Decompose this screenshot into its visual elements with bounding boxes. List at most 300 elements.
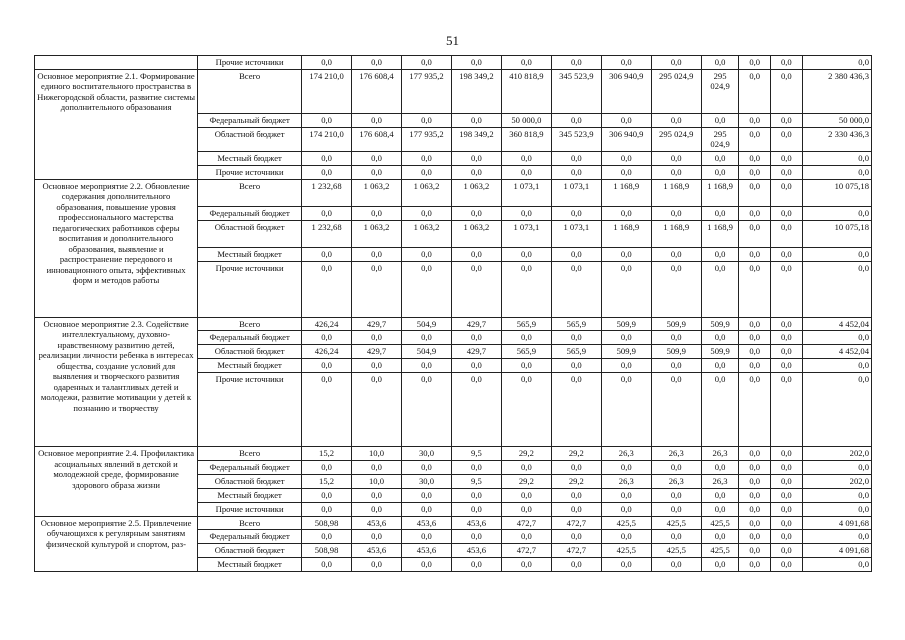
- value-cell: 0,0: [451, 488, 501, 502]
- value-cell: 0,0: [701, 247, 739, 261]
- funding-source: Федеральный бюджет: [198, 331, 302, 345]
- value-cell: 0,0: [701, 151, 739, 165]
- value-cell: 0,0: [701, 113, 739, 127]
- value-cell: 26,3: [601, 447, 651, 461]
- value-cell: 1 168,9: [701, 179, 739, 206]
- value-cell: 29,2: [501, 474, 551, 488]
- total-cell: 2 330 436,3: [802, 127, 871, 151]
- value-cell: 0,0: [771, 151, 803, 165]
- value-cell: 0,0: [501, 558, 551, 572]
- value-cell: 0,0: [771, 220, 803, 247]
- value-cell: 0,0: [771, 460, 803, 474]
- value-cell: 1 168,9: [601, 220, 651, 247]
- value-cell: 0,0: [551, 488, 601, 502]
- value-cell: 425,5: [651, 516, 701, 530]
- table-row: [35, 447, 872, 461]
- funding-source: Всего: [198, 179, 302, 206]
- value-cell: 0,0: [651, 460, 701, 474]
- table-row: [35, 56, 872, 70]
- measure-description: Основное мероприятие 2.5. Привлечение обучающихся к регулярным занятиям физической культурой и спортом, раз-: [35, 516, 198, 572]
- total-cell: 4 091,68: [802, 516, 871, 530]
- value-cell: 0,0: [739, 317, 771, 331]
- total-cell: 0,0: [802, 247, 871, 261]
- value-cell: 0,0: [771, 331, 803, 345]
- value-cell: 0,0: [651, 151, 701, 165]
- value-cell: 1 232,68: [302, 220, 352, 247]
- value-cell: 0,0: [701, 558, 739, 572]
- value-cell: 565,9: [551, 345, 601, 359]
- value-cell: 0,0: [601, 261, 651, 317]
- value-cell: 0,0: [402, 165, 452, 179]
- value-cell: 198 349,2: [451, 69, 501, 113]
- value-cell: 0,0: [651, 502, 701, 516]
- value-cell: 0,0: [739, 127, 771, 151]
- value-cell: 0,0: [601, 373, 651, 447]
- value-cell: 0,0: [352, 558, 402, 572]
- value-cell: 360 818,9: [501, 127, 551, 151]
- value-cell: 0,0: [551, 113, 601, 127]
- funding-source: Областной бюджет: [198, 474, 302, 488]
- value-cell: 0,0: [352, 247, 402, 261]
- value-cell: 453,6: [352, 544, 402, 558]
- value-cell: 295 024,9: [701, 127, 739, 151]
- value-cell: 0,0: [651, 331, 701, 345]
- value-cell: 0,0: [402, 502, 452, 516]
- value-cell: 425,5: [701, 544, 739, 558]
- value-cell: 0,0: [551, 359, 601, 373]
- value-cell: 176 608,4: [352, 127, 402, 151]
- value-cell: 0,0: [771, 544, 803, 558]
- value-cell: 0,0: [551, 206, 601, 220]
- value-cell: 0,0: [651, 488, 701, 502]
- value-cell: 0,0: [302, 558, 352, 572]
- value-cell: 0,0: [739, 113, 771, 127]
- value-cell: 0,0: [771, 516, 803, 530]
- value-cell: 0,0: [601, 56, 651, 70]
- value-cell: 9,5: [451, 447, 501, 461]
- value-cell: 0,0: [739, 56, 771, 70]
- budget-table: [34, 55, 872, 572]
- value-cell: 0,0: [739, 165, 771, 179]
- value-cell: 453,6: [402, 516, 452, 530]
- funding-source: Федеральный бюджет: [198, 113, 302, 127]
- value-cell: 0,0: [501, 460, 551, 474]
- value-cell: 0,0: [501, 331, 551, 345]
- value-cell: 0,0: [501, 373, 551, 447]
- value-cell: 9,5: [451, 474, 501, 488]
- total-cell: 4 452,04: [802, 345, 871, 359]
- value-cell: 0,0: [771, 345, 803, 359]
- funding-source: Местный бюджет: [198, 151, 302, 165]
- value-cell: 0,0: [771, 474, 803, 488]
- value-cell: 0,0: [701, 206, 739, 220]
- funding-source: Областной бюджет: [198, 345, 302, 359]
- value-cell: 29,2: [501, 447, 551, 461]
- value-cell: 0,0: [402, 261, 452, 317]
- value-cell: 1 168,9: [651, 179, 701, 206]
- value-cell: 1 168,9: [701, 220, 739, 247]
- value-cell: 0,0: [451, 261, 501, 317]
- value-cell: 0,0: [501, 359, 551, 373]
- value-cell: 0,0: [402, 331, 452, 345]
- value-cell: 565,9: [501, 317, 551, 331]
- value-cell: 0,0: [651, 56, 701, 70]
- value-cell: 0,0: [302, 331, 352, 345]
- value-cell: 508,98: [302, 544, 352, 558]
- value-cell: 0,0: [451, 530, 501, 544]
- value-cell: 0,0: [701, 56, 739, 70]
- value-cell: 0,0: [601, 359, 651, 373]
- total-cell: 0,0: [802, 373, 871, 447]
- value-cell: 0,0: [651, 359, 701, 373]
- value-cell: 472,7: [501, 516, 551, 530]
- value-cell: 0,0: [739, 359, 771, 373]
- value-cell: 306 940,9: [601, 69, 651, 113]
- value-cell: 1 063,2: [352, 220, 402, 247]
- value-cell: 0,0: [739, 151, 771, 165]
- value-cell: 0,0: [302, 460, 352, 474]
- value-cell: 0,0: [739, 206, 771, 220]
- value-cell: 0,0: [701, 331, 739, 345]
- value-cell: 0,0: [402, 530, 452, 544]
- value-cell: 0,0: [651, 373, 701, 447]
- value-cell: 0,0: [302, 151, 352, 165]
- value-cell: 0,0: [601, 502, 651, 516]
- value-cell: 0,0: [771, 359, 803, 373]
- value-cell: 0,0: [771, 373, 803, 447]
- value-cell: 0,0: [352, 206, 402, 220]
- value-cell: 345 523,9: [551, 69, 601, 113]
- table-row: [35, 179, 872, 206]
- value-cell: 508,98: [302, 516, 352, 530]
- value-cell: 0,0: [352, 165, 402, 179]
- value-cell: 0,0: [451, 165, 501, 179]
- value-cell: 0,0: [352, 261, 402, 317]
- total-cell: 10 075,18: [802, 179, 871, 206]
- value-cell: 0,0: [739, 544, 771, 558]
- value-cell: 0,0: [302, 113, 352, 127]
- total-cell: 50 000,0: [802, 113, 871, 127]
- value-cell: 0,0: [739, 447, 771, 461]
- value-cell: 0,0: [551, 460, 601, 474]
- measure-description: Основное мероприятие 2.2. Обновление содержания дополнительного образования, повышение уровня профессионального мастерства педагогических работников сферы воспитания и дополнительного образования, выявление и распространение передового и инновационного опыта, эффективных форм и методов работы: [35, 179, 198, 317]
- total-cell: 4 452,04: [802, 317, 871, 331]
- measure-description: Основное мероприятие 2.3. Содействие интеллектуальному, духовно-нравственному развитию детей, реализации личности ребенка в интересах общества, создание условий для выявления и творческого развития одаренных и талантливых детей и молодежи, развитие мотивации у детей к познанию и творчеству: [35, 317, 198, 447]
- value-cell: 0,0: [451, 151, 501, 165]
- value-cell: 0,0: [352, 331, 402, 345]
- value-cell: 1 168,9: [651, 220, 701, 247]
- value-cell: 0,0: [771, 558, 803, 572]
- value-cell: 0,0: [651, 206, 701, 220]
- total-cell: 2 380 436,3: [802, 69, 871, 113]
- total-cell: 0,0: [802, 165, 871, 179]
- value-cell: 0,0: [352, 488, 402, 502]
- value-cell: 0,0: [302, 206, 352, 220]
- value-cell: 0,0: [739, 247, 771, 261]
- value-cell: 29,2: [551, 474, 601, 488]
- value-cell: 0,0: [771, 127, 803, 151]
- value-cell: 0,0: [601, 151, 651, 165]
- value-cell: 0,0: [601, 165, 651, 179]
- value-cell: 0,0: [501, 530, 551, 544]
- value-cell: 0,0: [352, 460, 402, 474]
- value-cell: 0,0: [701, 460, 739, 474]
- value-cell: 0,0: [701, 530, 739, 544]
- value-cell: 425,5: [701, 516, 739, 530]
- value-cell: 26,3: [701, 447, 739, 461]
- page-number: 51: [446, 33, 459, 48]
- value-cell: 0,0: [771, 530, 803, 544]
- value-cell: 0,0: [701, 373, 739, 447]
- value-cell: 0,0: [551, 261, 601, 317]
- value-cell: 0,0: [601, 247, 651, 261]
- value-cell: 453,6: [402, 544, 452, 558]
- value-cell: 0,0: [402, 373, 452, 447]
- funding-source: Прочие источники: [198, 373, 302, 447]
- value-cell: 10,0: [352, 474, 402, 488]
- value-cell: 0,0: [302, 530, 352, 544]
- value-cell: 0,0: [771, 165, 803, 179]
- value-cell: 0,0: [501, 151, 551, 165]
- total-cell: 0,0: [802, 56, 871, 70]
- value-cell: 1 073,1: [501, 220, 551, 247]
- value-cell: 472,7: [551, 544, 601, 558]
- value-cell: 0,0: [551, 373, 601, 447]
- value-cell: 0,0: [352, 502, 402, 516]
- total-cell: 0,0: [802, 261, 871, 317]
- value-cell: 0,0: [771, 502, 803, 516]
- value-cell: 1 063,2: [402, 179, 452, 206]
- value-cell: 0,0: [501, 261, 551, 317]
- value-cell: 345 523,9: [551, 127, 601, 151]
- value-cell: 453,6: [451, 516, 501, 530]
- value-cell: 26,3: [651, 447, 701, 461]
- value-cell: 295 024,9: [651, 69, 701, 113]
- value-cell: 0,0: [302, 247, 352, 261]
- value-cell: 1 063,2: [451, 179, 501, 206]
- value-cell: 0,0: [402, 56, 452, 70]
- funding-source: Местный бюджет: [198, 558, 302, 572]
- value-cell: 30,0: [402, 447, 452, 461]
- total-cell: 0,0: [802, 206, 871, 220]
- value-cell: 0,0: [402, 460, 452, 474]
- value-cell: 1 168,9: [601, 179, 651, 206]
- total-cell: 0,0: [802, 151, 871, 165]
- value-cell: 410 818,9: [501, 69, 551, 113]
- value-cell: 0,0: [551, 247, 601, 261]
- value-cell: 0,0: [771, 261, 803, 317]
- funding-source: Прочие источники: [198, 502, 302, 516]
- value-cell: 0,0: [701, 502, 739, 516]
- funding-source: Федеральный бюджет: [198, 460, 302, 474]
- value-cell: 0,0: [739, 261, 771, 317]
- value-cell: 429,7: [451, 317, 501, 331]
- value-cell: 0,0: [551, 151, 601, 165]
- value-cell: 295 024,9: [651, 127, 701, 151]
- value-cell: 177 935,2: [402, 69, 452, 113]
- value-cell: 0,0: [651, 165, 701, 179]
- value-cell: 0,0: [352, 113, 402, 127]
- value-cell: 306 940,9: [601, 127, 651, 151]
- total-cell: 202,0: [802, 474, 871, 488]
- value-cell: 0,0: [302, 261, 352, 317]
- value-cell: 0,0: [739, 502, 771, 516]
- value-cell: 0,0: [451, 247, 501, 261]
- value-cell: 429,7: [352, 345, 402, 359]
- value-cell: 26,3: [651, 474, 701, 488]
- funding-source: Областной бюджет: [198, 220, 302, 247]
- value-cell: 0,0: [551, 56, 601, 70]
- value-cell: 1 073,1: [551, 179, 601, 206]
- funding-source: Прочие источники: [198, 56, 302, 70]
- value-cell: 0,0: [739, 530, 771, 544]
- value-cell: 429,7: [352, 317, 402, 331]
- value-cell: 0,0: [651, 558, 701, 572]
- value-cell: 0,0: [601, 113, 651, 127]
- value-cell: 0,0: [402, 151, 452, 165]
- value-cell: 1 073,1: [551, 220, 601, 247]
- value-cell: 0,0: [771, 69, 803, 113]
- funding-source: Прочие источники: [198, 261, 302, 317]
- value-cell: 509,9: [701, 345, 739, 359]
- value-cell: 0,0: [651, 530, 701, 544]
- value-cell: 0,0: [501, 206, 551, 220]
- value-cell: 50 000,0: [501, 113, 551, 127]
- value-cell: 0,0: [739, 460, 771, 474]
- value-cell: 0,0: [739, 220, 771, 247]
- value-cell: 26,3: [701, 474, 739, 488]
- value-cell: 0,0: [771, 447, 803, 461]
- value-cell: 0,0: [302, 488, 352, 502]
- value-cell: 0,0: [739, 345, 771, 359]
- value-cell: 472,7: [551, 516, 601, 530]
- value-cell: 295 024,9: [701, 69, 739, 113]
- value-cell: 0,0: [501, 502, 551, 516]
- value-cell: 0,0: [451, 373, 501, 447]
- funding-source: Местный бюджет: [198, 488, 302, 502]
- total-cell: 202,0: [802, 447, 871, 461]
- total-cell: 0,0: [802, 530, 871, 544]
- value-cell: 0,0: [451, 56, 501, 70]
- value-cell: 0,0: [451, 206, 501, 220]
- measure-description: [35, 56, 198, 70]
- value-cell: 0,0: [402, 113, 452, 127]
- value-cell: 0,0: [352, 151, 402, 165]
- value-cell: 174 210,0: [302, 127, 352, 151]
- value-cell: 0,0: [451, 460, 501, 474]
- value-cell: 0,0: [352, 530, 402, 544]
- value-cell: 0,0: [501, 165, 551, 179]
- funding-source: Всего: [198, 69, 302, 113]
- measure-description: Основное мероприятие 2.4. Профилактика асоциальных явлений в детской и молодежной среде, формирование здорового образа жизни: [35, 447, 198, 517]
- value-cell: 0,0: [551, 530, 601, 544]
- value-cell: 0,0: [739, 331, 771, 345]
- value-cell: 0,0: [701, 359, 739, 373]
- value-cell: 0,0: [302, 373, 352, 447]
- funding-source: Федеральный бюджет: [198, 206, 302, 220]
- measure-description: Основное мероприятие 2.1. Формирование единого воспитательного пространства в Нижегородской области, развитие системы дополнительного образования: [35, 69, 198, 179]
- total-cell: 4 091,68: [802, 544, 871, 558]
- value-cell: 1 063,2: [451, 220, 501, 247]
- value-cell: 0,0: [739, 179, 771, 206]
- value-cell: 0,0: [302, 56, 352, 70]
- value-cell: 198 349,2: [451, 127, 501, 151]
- value-cell: 0,0: [739, 488, 771, 502]
- value-cell: 177 935,2: [402, 127, 452, 151]
- value-cell: 425,5: [601, 544, 651, 558]
- value-cell: 0,0: [451, 113, 501, 127]
- funding-source: Всего: [198, 516, 302, 530]
- value-cell: 0,0: [771, 206, 803, 220]
- value-cell: 0,0: [402, 247, 452, 261]
- value-cell: 0,0: [352, 373, 402, 447]
- value-cell: 425,5: [651, 544, 701, 558]
- value-cell: 0,0: [501, 488, 551, 502]
- funding-source: Областной бюджет: [198, 544, 302, 558]
- value-cell: 429,7: [451, 345, 501, 359]
- value-cell: 15,2: [302, 447, 352, 461]
- value-cell: 174 210,0: [302, 69, 352, 113]
- value-cell: 0,0: [771, 179, 803, 206]
- value-cell: 453,6: [451, 544, 501, 558]
- table-row: [35, 516, 872, 530]
- value-cell: 0,0: [739, 516, 771, 530]
- value-cell: 0,0: [701, 165, 739, 179]
- value-cell: 0,0: [352, 56, 402, 70]
- value-cell: 0,0: [701, 261, 739, 317]
- funding-source: Федеральный бюджет: [198, 530, 302, 544]
- value-cell: 472,7: [501, 544, 551, 558]
- total-cell: 0,0: [802, 502, 871, 516]
- value-cell: 0,0: [739, 474, 771, 488]
- total-cell: 0,0: [802, 460, 871, 474]
- value-cell: 0,0: [601, 488, 651, 502]
- value-cell: 0,0: [601, 331, 651, 345]
- value-cell: 0,0: [771, 488, 803, 502]
- funding-source: Прочие источники: [198, 165, 302, 179]
- value-cell: 0,0: [551, 502, 601, 516]
- value-cell: 509,9: [601, 345, 651, 359]
- value-cell: 0,0: [701, 488, 739, 502]
- value-cell: 426,24: [302, 345, 352, 359]
- value-cell: 0,0: [601, 460, 651, 474]
- funding-source: Областной бюджет: [198, 127, 302, 151]
- value-cell: 565,9: [551, 317, 601, 331]
- total-cell: 0,0: [802, 488, 871, 502]
- value-cell: 426,24: [302, 317, 352, 331]
- value-cell: 26,3: [601, 474, 651, 488]
- value-cell: 0,0: [402, 488, 452, 502]
- value-cell: 509,9: [601, 317, 651, 331]
- value-cell: 0,0: [551, 558, 601, 572]
- value-cell: 0,0: [601, 530, 651, 544]
- value-cell: 0,0: [651, 261, 701, 317]
- value-cell: 29,2: [551, 447, 601, 461]
- value-cell: 0,0: [501, 247, 551, 261]
- value-cell: 509,9: [701, 317, 739, 331]
- value-cell: 504,9: [402, 345, 452, 359]
- value-cell: 0,0: [451, 558, 501, 572]
- value-cell: 15,2: [302, 474, 352, 488]
- value-cell: 509,9: [651, 317, 701, 331]
- value-cell: 0,0: [771, 247, 803, 261]
- value-cell: 0,0: [771, 113, 803, 127]
- value-cell: 504,9: [402, 317, 452, 331]
- value-cell: 565,9: [501, 345, 551, 359]
- value-cell: 0,0: [352, 359, 402, 373]
- value-cell: 453,6: [352, 516, 402, 530]
- value-cell: 0,0: [601, 558, 651, 572]
